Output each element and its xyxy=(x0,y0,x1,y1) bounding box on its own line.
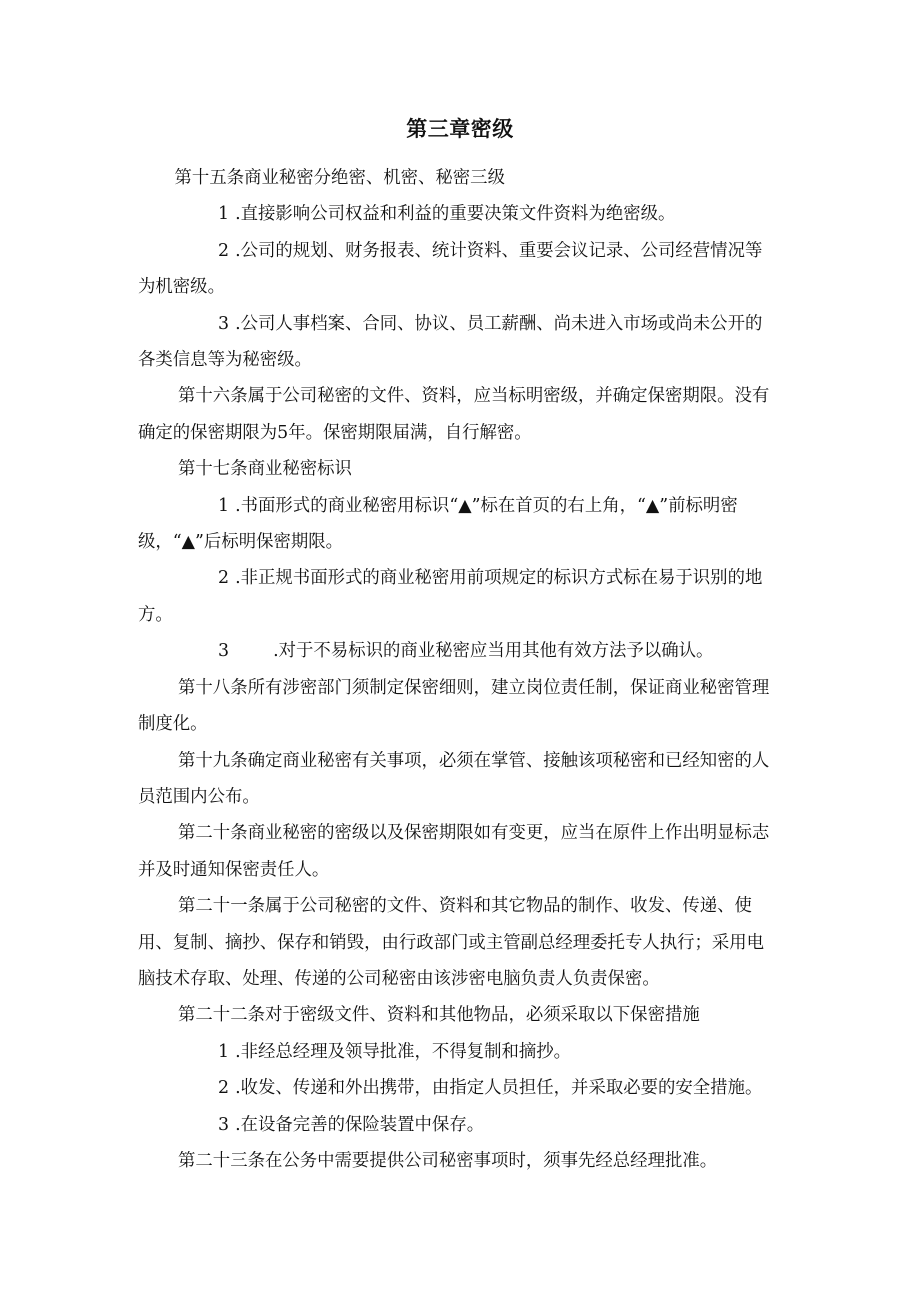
list-number: 2 xyxy=(218,1078,230,1099)
list-item xyxy=(138,1070,778,1106)
paragraph-text: 第十五条商业秘密分绝密、机密、秘密三级 xyxy=(174,168,505,188)
list-number: 3 xyxy=(218,313,230,334)
paragraph-article-20 xyxy=(138,815,778,888)
paragraph-text: 第十六条属于公司秘密的文件、资料，应当标明密级，并确定保密期限。没有确定的保密期限为5年。保密期限届满，自行解密。 xyxy=(138,386,770,443)
list-item xyxy=(138,233,778,306)
paragraph-article-22 xyxy=(138,997,778,1033)
paragraph-article-16 xyxy=(138,378,778,451)
list-number: 2 xyxy=(218,240,230,261)
document-body xyxy=(138,160,778,1179)
list-item-text: .直接影响公司权益和利益的重要决策文件资料为绝密级。 xyxy=(235,204,676,225)
list-item-text: .在设备完善的保险装置中保存。 xyxy=(235,1114,485,1135)
paragraph-article-18 xyxy=(138,670,778,743)
paragraph-article-23 xyxy=(138,1143,778,1179)
paragraph-article-19 xyxy=(138,743,778,816)
list-item xyxy=(138,560,778,633)
list-item-text: .非正规书面形式的商业秘密用前项规定的标识方式标在易于识别的地方。 xyxy=(138,568,763,625)
list-item xyxy=(138,1107,778,1143)
list-item xyxy=(138,196,778,232)
paragraph-text: 第二十一条属于公司秘密的文件、资料和其它物品的制作、收发、传递、使用、复制、摘抄、保存和销毁，由行政部门或主管副总经理委托专人执行；采用电脑技术存取、处理、传递的公司秘密由该涉密电脑负责人负责保密。 xyxy=(138,896,765,989)
paragraph-text: 第十九条确定商业秘密有关事项，必须在掌管、接触该项秘密和已经知密的人员范围内公布。 xyxy=(138,750,770,807)
list-number: 1 xyxy=(218,204,230,225)
list-item-text: .收发、传递和外出携带，由指定人员担任，并采取必要的安全措施。 xyxy=(235,1078,763,1099)
paragraph-text: 第十七条商业秘密标识 xyxy=(178,459,352,480)
list-number: 1 xyxy=(218,495,230,516)
paragraph-text: 第二十二条对于密级文件、资料和其他物品，必须采取以下保密措施 xyxy=(178,1005,700,1026)
paragraph-text: 第十八条所有涉密部门须制定保密细则，建立岗位责任制，保证商业秘密管理制度化。 xyxy=(138,677,770,735)
list-item-text: .公司的规划、财务报表、统计资料、重要会议记录、公司经营情况等为机密级。 xyxy=(138,240,763,298)
chapter-title: 第三章密级 xyxy=(406,117,514,141)
paragraph-article-21 xyxy=(138,888,778,997)
list-number: 3 xyxy=(218,1114,230,1135)
list-item-text: .对于不易标识的商业秘密应当用其他有效方法予以确认。 xyxy=(273,641,714,662)
paragraph-text: 第二十三条在公务中需要提供公司秘密事项时，须事先经总经理批准。 xyxy=(178,1150,718,1171)
list-item xyxy=(138,306,778,379)
list-item-text: .公司人事档案、合同、协议、员工薪酬、尚未进入市场或尚未公开的各类信息等为秘密级。 xyxy=(138,313,763,371)
paragraph-article-15 xyxy=(138,160,778,196)
list-number: 2 xyxy=(218,568,230,589)
paragraph-article-17 xyxy=(138,451,778,487)
list-item-text: .书面形式的商业秘密用标识“▲”标在首页的右上角，“▲”前标明密级，“▲”后标明保密期限。 xyxy=(138,495,738,553)
list-number: 3 xyxy=(218,641,230,662)
list-item xyxy=(138,633,778,669)
list-item xyxy=(138,488,778,561)
list-item-text: .非经总经理及领导批准，不得复制和摘抄。 xyxy=(235,1041,572,1062)
paragraph-text: 第二十条商业秘密的密级以及保密期限如有变更，应当在原件上作出明显标志并及时通知保密责任人。 xyxy=(138,823,770,880)
list-number: 1 xyxy=(218,1041,230,1062)
list-item xyxy=(138,1034,778,1070)
